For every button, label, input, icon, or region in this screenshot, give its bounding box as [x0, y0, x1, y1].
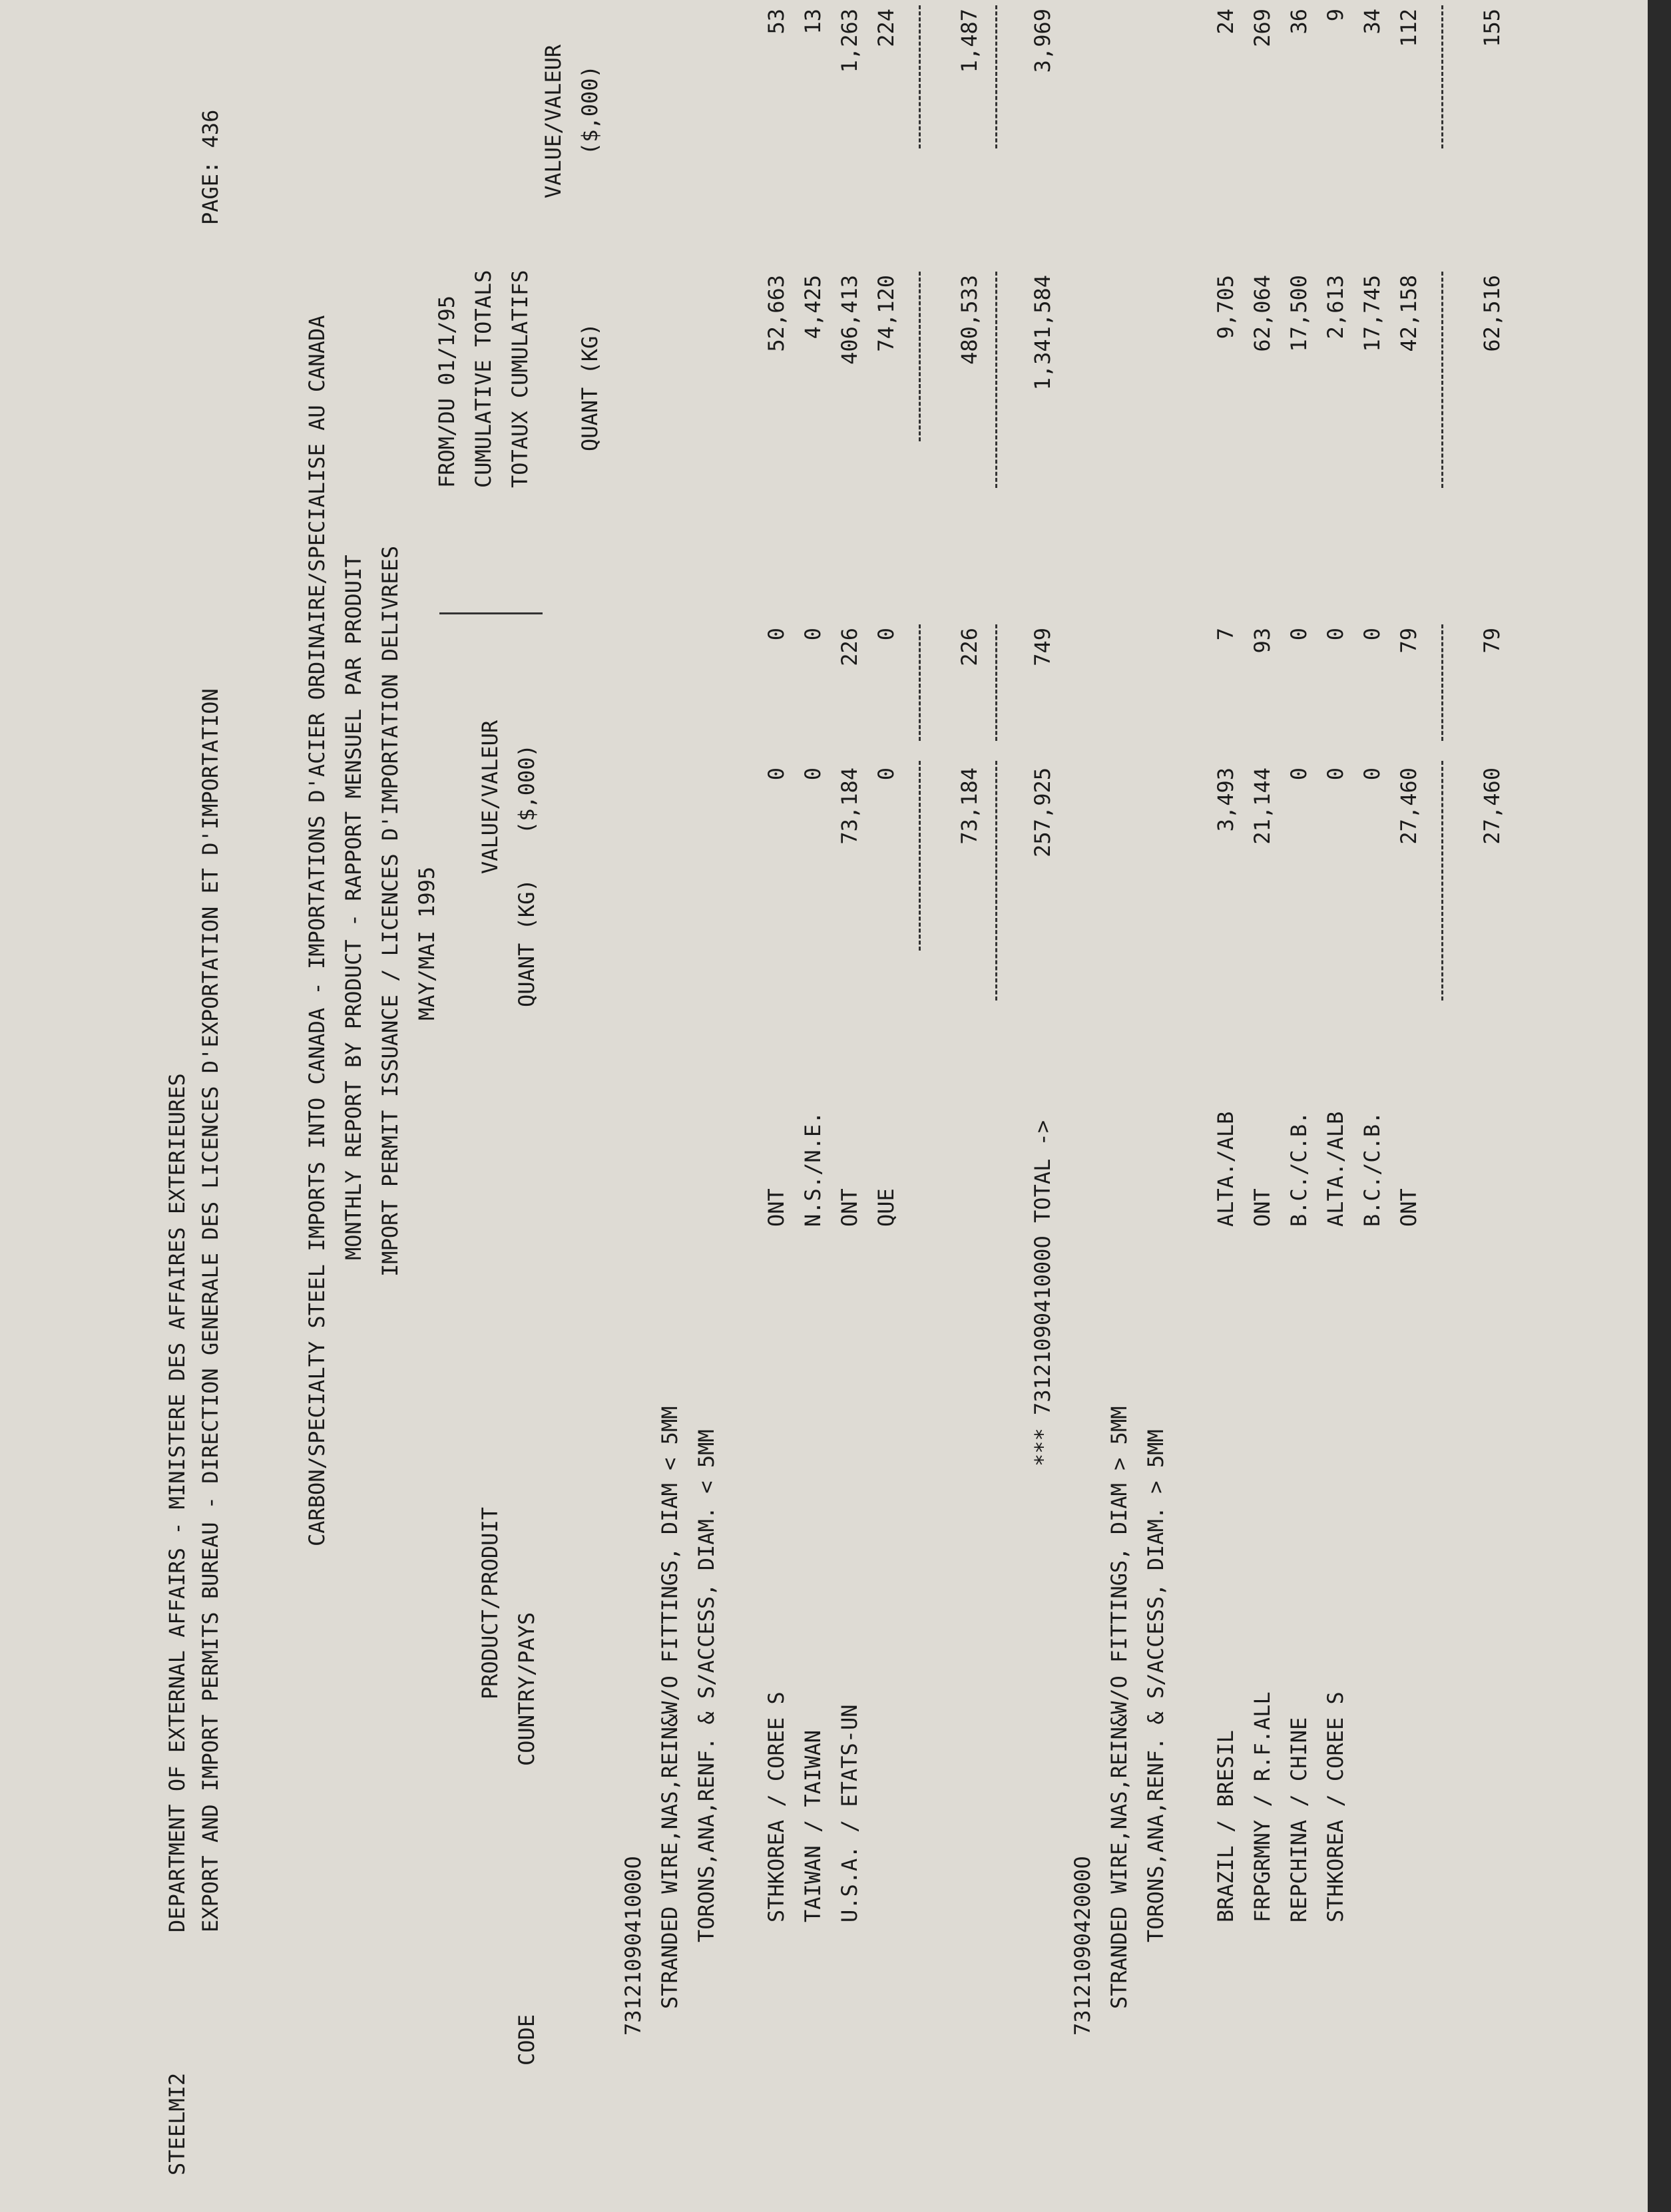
s1-row4-prov: QUE — [873, 1188, 899, 1227]
col-header-code: CODE — [514, 2014, 539, 2066]
s1-total-cum-quant: 1,341,584 — [1030, 275, 1055, 391]
s2-row5-cum-quant: 17,745 — [1359, 275, 1385, 352]
s2-row1-cum-quant: 9,705 — [1213, 275, 1238, 339]
s1-row1-quant: 0 — [764, 768, 789, 781]
subtotal-rule — [919, 5, 921, 148]
s2-row4-value: 0 — [1323, 628, 1348, 641]
subtotal-rule — [919, 624, 921, 741]
s1-row2-quant: 0 — [800, 768, 826, 781]
s2-row2-value: 93 — [1250, 628, 1275, 654]
s1-subtotal-cum-quant: 480,533 — [957, 275, 982, 365]
s1-row3-value: 226 — [837, 628, 862, 666]
s1-total-cum-value: 3,969 — [1030, 9, 1055, 73]
subtotal-rule — [1441, 761, 1443, 1000]
s1-row1-value: 0 — [764, 628, 789, 641]
s2-row5-value: 0 — [1359, 628, 1385, 641]
total-rule — [995, 761, 997, 1000]
s2-row1-prov: ALTA./ALB — [1213, 1111, 1238, 1227]
s2-row4-country: STHKOREA / COREE S — [1323, 1691, 1348, 1922]
s2-row3-value: 0 — [1286, 628, 1312, 641]
s1-row2-country: TAIWAN / TAIWAN — [800, 1730, 826, 1922]
section2-desc-fr: TORONS,ANA,RENF. & S/ACCESS, DIAM. > 5MM — [1143, 1429, 1168, 1942]
s2-row2-cum-value: 269 — [1250, 9, 1275, 47]
s1-row4-value: 0 — [873, 628, 899, 641]
scanner-edge — [1648, 0, 1671, 2212]
s1-row3-cum-quant: 406,413 — [837, 275, 862, 365]
s1-row4-quant: 0 — [873, 768, 899, 781]
s1-row2-cum-quant: 4,425 — [800, 275, 826, 339]
s1-row2-prov: N.S./N.E. — [800, 1111, 826, 1227]
s1-row1-cum-value: 53 — [764, 9, 789, 35]
s2-row3-country: REPCHINA / CHINE — [1286, 1717, 1312, 1922]
report-title: CARBON/SPECIALTY STEEL IMPORTS INTO CANADA - IMPORTATIONS D'ACIER ORDINAIRE/SPECIALISE AU CANADA — [304, 315, 330, 1546]
s2-subtotal-cum-quant: 62,516 — [1479, 275, 1505, 352]
s1-row3-country: U.S.A. / ETATS-UN — [837, 1704, 862, 1922]
column-divider — [439, 612, 543, 614]
section1-desc-en: STRANDED WIRE,NAS,REIN&W/O FITTINGS, DIAM < 5MM — [657, 1406, 682, 2009]
report-period: MAY/MAI 1995 — [414, 866, 439, 1020]
s2-row6-value: 79 — [1396, 628, 1421, 654]
s2-subtotal-quant: 27,460 — [1479, 768, 1505, 845]
s2-row3-cum-value: 36 — [1286, 9, 1312, 35]
s2-row3-prov: B.C./C.B. — [1286, 1111, 1312, 1227]
s2-row4-prov: ALTA./ALB — [1323, 1111, 1348, 1227]
section1-desc-fr: TORONS,ANA,RENF. & S/ACCESS, DIAM. < 5MM — [694, 1429, 719, 1942]
s1-subtotal-quant: 73,184 — [957, 768, 982, 845]
s2-row2-quant: 21,144 — [1250, 768, 1275, 845]
s1-row2-value: 0 — [800, 628, 826, 641]
report-permit-line: IMPORT PERMIT ISSUANCE / LICENCES D'IMPORTATION DELIVREES — [377, 545, 403, 1277]
s2-row2-cum-quant: 62,064 — [1250, 275, 1275, 352]
s2-row3-cum-quant: 17,500 — [1286, 275, 1312, 352]
page-number: PAGE: 436 — [198, 109, 223, 225]
s1-row1-prov: ONT — [764, 1188, 789, 1227]
s2-row6-quant: 27,460 — [1396, 768, 1421, 845]
s1-subtotal-value: 226 — [957, 628, 982, 666]
subtotal-rule — [1441, 624, 1443, 741]
s2-subtotal-value: 79 — [1479, 628, 1505, 654]
subtotal-rule — [919, 761, 921, 951]
s1-row3-cum-value: 1,263 — [837, 9, 862, 73]
s2-row1-country: BRAZIL / BRESIL — [1213, 1730, 1238, 1922]
s2-row2-prov: ONT — [1250, 1188, 1275, 1227]
s2-row1-value: 7 — [1213, 628, 1238, 641]
cum-header-value-unit: ($,000) — [577, 65, 602, 155]
col-header-value-unit: ($,000) — [514, 744, 539, 834]
col-header-value: VALUE/VALEUR — [477, 720, 503, 874]
s2-row4-cum-quant: 2,613 — [1323, 275, 1348, 339]
s1-total-value: 749 — [1030, 628, 1055, 666]
col-header-country: COUNTRY/PAYS — [514, 1612, 539, 1766]
cum-header-fr: TOTAUX CUMULATIFS — [507, 270, 533, 488]
s2-subtotal-cum-value: 155 — [1479, 9, 1505, 47]
cum-header-value: VALUE/VALEUR — [541, 44, 566, 198]
cum-header-from: FROM/DU 01/1/95 — [434, 296, 459, 488]
s1-row3-prov: ONT — [837, 1188, 862, 1227]
s2-row5-quant: 0 — [1359, 768, 1385, 781]
s1-total-quant: 257,925 — [1030, 768, 1055, 857]
s1-row2-cum-value: 13 — [800, 9, 826, 35]
total-rule — [995, 5, 997, 148]
s2-row4-quant: 0 — [1323, 768, 1348, 781]
section2-code: 7312109042000O — [1070, 1856, 1095, 2036]
s2-row5-prov: B.C./C.B. — [1359, 1111, 1385, 1227]
col-header-product: PRODUCT/PRODUIT — [477, 1507, 503, 1699]
s2-row6-prov: ONT — [1396, 1188, 1421, 1227]
col-header-quant: QUANT (KG) — [514, 879, 539, 1007]
bureau-line: EXPORT AND IMPORT PERMITS BUREAU - DIRECTION GENERALE DES LICENCES D'EXPORTATION ET D'IMPORTATION — [198, 688, 223, 1932]
section1-code: 7312109041000O — [620, 1856, 646, 2036]
subtotal-rule — [919, 272, 921, 441]
s1-total-label: *** 7312109041000O TOTAL -> — [1030, 1120, 1055, 1466]
subtotal-rule — [1441, 5, 1443, 148]
cum-header-quant: QUANT (KG) — [577, 323, 602, 451]
s2-row3-quant: 0 — [1286, 768, 1312, 781]
report-id: STEELMI2 — [164, 2072, 190, 2175]
s2-row6-cum-value: 112 — [1396, 9, 1421, 47]
s2-row1-cum-value: 24 — [1213, 9, 1238, 35]
s2-row6-cum-quant: 42,158 — [1396, 275, 1421, 352]
s2-row1-quant: 3,493 — [1213, 768, 1238, 832]
subtotal-rule — [1441, 272, 1443, 488]
total-rule — [995, 272, 997, 488]
s2-row4-cum-value: 9 — [1323, 9, 1348, 22]
department-line: DEPARTMENT OF EXTERNAL AFFAIRS - MINISTERE DES AFFAIRES EXTERIEURES — [164, 1073, 190, 1932]
report-subtitle: MONTHLY REPORT BY PRODUCT - RAPPORT MENSUEL PAR PRODUIT — [341, 554, 366, 1260]
total-rule — [995, 624, 997, 741]
s1-row4-cum-quant: 74,120 — [873, 275, 899, 352]
section2-desc-en: STRANDED WIRE,NAS,REIN&W/O FITTINGS, DIAM > 5MM — [1106, 1406, 1132, 2009]
s2-row5-cum-value: 34 — [1359, 9, 1385, 35]
cum-header-en: CUMULATIVE TOTALS — [471, 270, 496, 488]
s1-subtotal-cum-value: 1,487 — [957, 9, 982, 73]
s1-row3-quant: 73,184 — [837, 768, 862, 845]
s1-row1-cum-quant: 52,663 — [764, 275, 789, 352]
s1-row1-country: STHKOREA / COREE S — [764, 1691, 789, 1922]
s2-row2-country: FRPGRMNY / R.F.ALL — [1250, 1691, 1275, 1922]
s1-row4-cum-value: 224 — [873, 9, 899, 47]
